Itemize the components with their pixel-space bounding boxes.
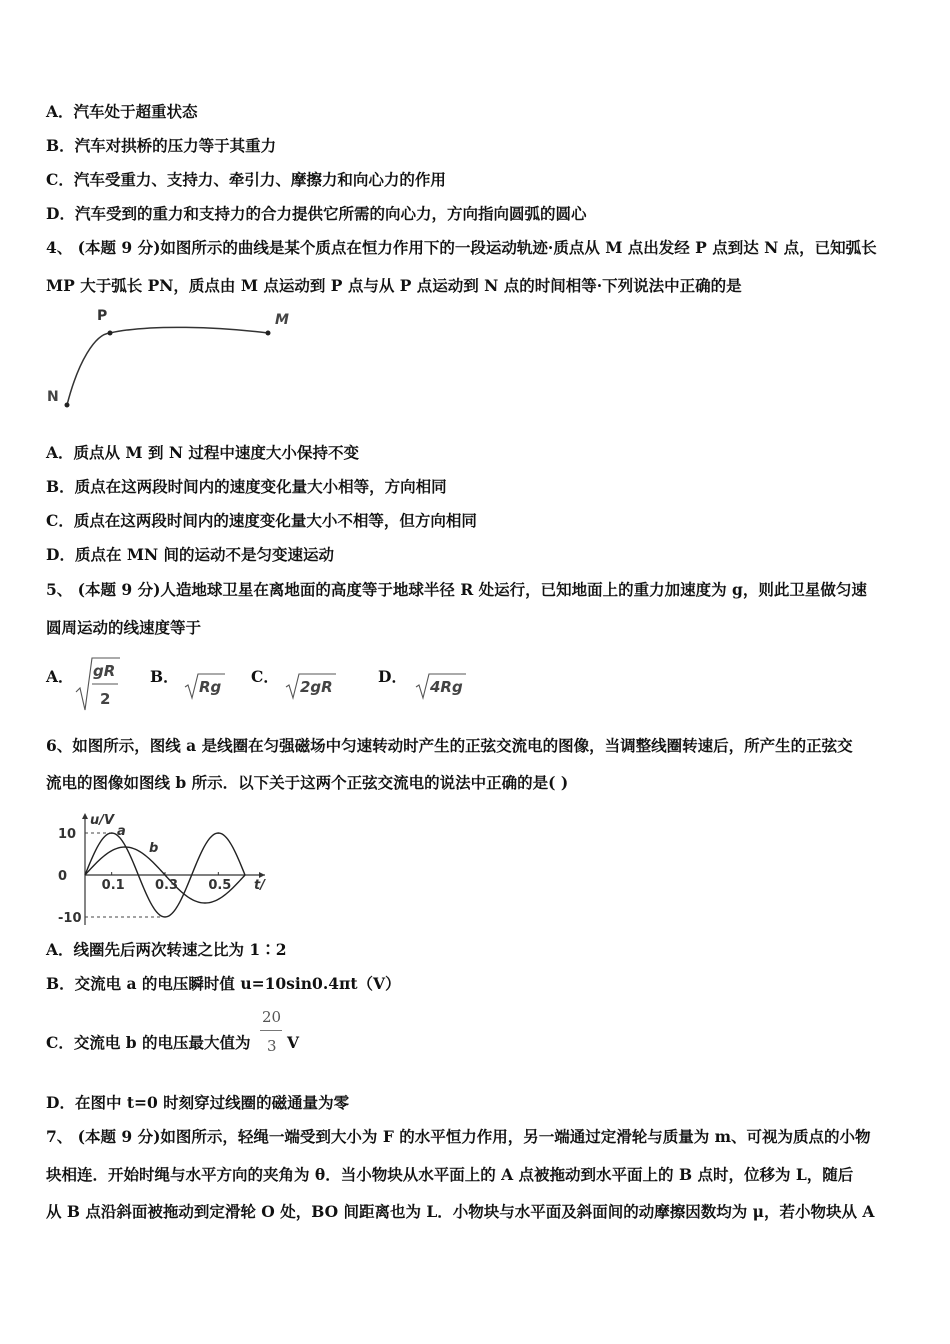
series-b-label: b: [149, 840, 159, 856]
label-p: P: [97, 308, 108, 324]
q3-option-d: D．汽车受到的重力和支持力的合力提供它所需的向心力，方向指向圆弧的圆心: [46, 204, 587, 223]
q4-option-b: B．质点在这两段时间内的速度变化量大小相等，方向相同: [46, 477, 447, 496]
q5-d-expression: 4Rg: [430, 678, 463, 696]
x-axis-label: t/: [254, 878, 265, 893]
q6-option-b: B．交流电 a 的电压瞬时值 u=10sin0.4πt（V）: [46, 974, 401, 993]
q6-stem-line2: 流电的图像如图线 b 所示．以下关于这两个正弦交流电的说法中正确的是( ): [46, 773, 569, 792]
q5-option-d-label: D．: [378, 667, 407, 686]
label-m: M: [275, 312, 289, 328]
q7-stem-line2: 块相连．开始时绳与水平方向的夹角为 θ．当小物块从水平面上的 A 点被拖动到水平面上的 B 点时，位移为 L，随后: [46, 1165, 854, 1184]
q6-c-fraction-numerator: 20: [262, 1008, 282, 1026]
q7-stem-line3: 从 B 点沿斜面被拖动到定滑轮 O 处，BO 间距离也为 L．小物块与水平面及斜面间的动摩擦因数均为 μ，若小物块从 A: [46, 1202, 875, 1221]
q5-a-numerator: gR: [93, 662, 116, 680]
q5-option-b-label: B．: [150, 667, 179, 686]
q4-option-a: A．质点从 M 到 N 过程中速度大小保持不变: [46, 443, 359, 462]
q4-stem-line1: 4、 (本题 9 分)如图所示的曲线是某个质点在恒力作用下的一段运动轨迹·质点从 M 点出发经 P 点到达 N 点，已知弧长: [46, 238, 877, 257]
q6-option-c: C．交流电 b 的电压最大值为: [46, 1033, 251, 1052]
point-m: [266, 331, 271, 336]
x-tick-label: 0.1: [101, 878, 125, 893]
y-tick-label: 0: [58, 869, 68, 884]
q5-b-expression: Rg: [199, 678, 222, 696]
q5-option-b-formula: [183, 670, 233, 702]
q5-a-denominator: 2: [100, 690, 111, 708]
q6-ac-voltage-chart: [55, 810, 275, 930]
q3-option-c: C．汽车受重力、支持力、牵引力、摩擦力和向心力的作用: [46, 170, 446, 189]
q5-option-c-label: C．: [251, 667, 279, 686]
series-a-label: a: [117, 824, 126, 840]
q4-option-d: D．质点在 MN 间的运动不是匀变速运动: [46, 545, 335, 564]
q3-option-b: B．汽车对拱桥的压力等于其重力: [46, 136, 277, 155]
q5-option-a-formula: [72, 654, 132, 714]
label-n: N: [47, 389, 59, 405]
q6-c-unit: V: [287, 1033, 300, 1052]
q5-option-c-formula: [284, 670, 344, 702]
y-tick-label: 10: [58, 827, 77, 842]
q5-option-a-label: A．: [46, 667, 74, 686]
q5-stem-line1: 5、 (本题 9 分)人造地球卫星在离地面的高度等于地球半径 R 处运行，已知地面上的重力加速度为 g，则此卫星做匀速: [46, 580, 867, 599]
y-tick-label: -10: [58, 911, 82, 926]
x-tick-label: 0.5: [208, 878, 232, 893]
q6-option-a: A．线圈先后两次转速之比为 1∶2: [46, 940, 287, 959]
y-axis-arrow: [82, 813, 88, 819]
y-axis-label: u/V: [90, 813, 115, 828]
point-n: [65, 403, 70, 408]
q6-stem-line1: 6、如图所示，图线 a 是线圈在匀强磁场中匀速转动时产生的正弦交流电的图像，当调整线圈转速后，所产生的正弦交: [46, 736, 853, 755]
q6-c-fraction-denominator: 3: [267, 1037, 277, 1055]
q4-option-c: C．质点在这两段时间内的速度变化量大小不相等，但方向相同: [46, 511, 477, 530]
q5-c-expression: 2gR: [300, 678, 333, 696]
q3-option-a: A．汽车处于超重状态: [46, 102, 198, 121]
point-p: [108, 331, 113, 336]
q7-stem-line1: 7、 (本题 9 分)如图所示，轻绳一端受到大小为 F 的水平恒力作用，另一端通过定滑轮与质量为 m、可视为质点的小物: [46, 1127, 871, 1146]
x-tick-label: 0.3: [155, 878, 179, 893]
q6-option-d: D．在图中 t=0 时刻穿过线圈的磁通量为零: [46, 1093, 350, 1112]
q5-stem-line2: 圆周运动的线速度等于: [46, 618, 202, 637]
q5-option-d-formula: [414, 670, 474, 702]
trajectory-curve: [67, 327, 268, 405]
q4-trajectory-figure: [40, 302, 300, 417]
q6-c-fraction-bar: [260, 1030, 282, 1031]
q4-stem-line2: MP 大于弧长 PN，质点由 M 点运动到 P 点与从 P 点运动到 N 点的时间相等·下列说法中正确的是: [46, 276, 742, 295]
